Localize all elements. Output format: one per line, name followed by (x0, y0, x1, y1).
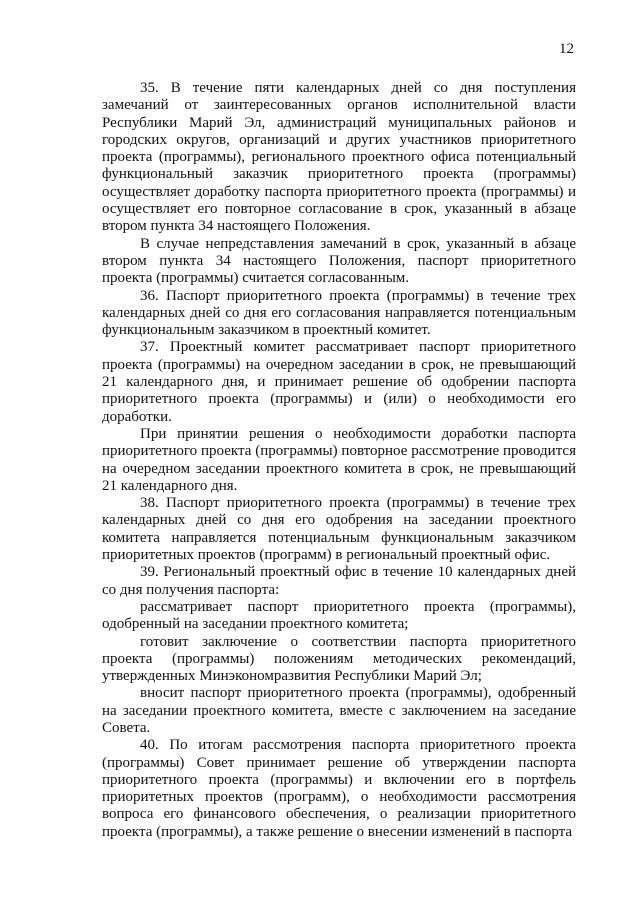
paragraph-37: 37. Проектный комитет рассматривает паспорт приоритетного проекта (программы) на очередном заседании в срок, не превышающий 21 календарного дня, и принимает решение об одобрении паспорта приоритетного проекта (программы) и (или) о необходимости его доработки. (102, 339, 576, 425)
paragraph-37-revision: При принятии решения о необходимости доработки паспорта приоритетного проекта (программы) повторное рассмотрение проводится на очередном заседании проектного комитета в срок, не превышающий 21 календарного дня. (102, 425, 576, 494)
paragraph-38: 38. Паспорт приоритетного проекта (программы) в течение трех календарных дней со дня его одобрения на заседании проектного комитета направляется потенциальным функциональным заказчиком приоритетных проектов (программ) в региональный проектный офис. (102, 495, 576, 564)
paragraph-36: 36. Паспорт приоритетного проекта (программы) в течение трех календарных дней со дня его согласования направляется потенциальным функциональным заказчиком в проектный комитет. (102, 287, 576, 339)
document-body (102, 80, 576, 841)
paragraph-40: 40. По итогам рассмотрения паспорта приоритетного проекта (программы) Совет принимает решение об утверждении паспорта приоритетного проекта (программы) и включении его в портфель приоритетных проектов (программ), о необходимости рассмотрения вопроса его финансового обеспечения, о реализации приоритетного проекта (программы), а также решение о внесении изменений в паспорта (102, 737, 576, 840)
paragraph-39: 39. Региональный проектный офис в течение 10 календарных дней со дня получения паспорта: (102, 564, 576, 598)
paragraph-39-conclusion: готовит заключение о соответствии паспорта приоритетного проекта (программы) положениям методических рекомендаций, утвержденных Минэкономразвития Республики Марий Эл; (102, 633, 576, 685)
page-number: 12 (559, 41, 574, 57)
paragraph-39-submit: вносит паспорт приоритетного проекта (программы), одобренный на заседании проектного комитета, вместе с заключением на заседание Совета. (102, 685, 576, 736)
paragraph-39-review: рассматривает паспорт приоритетного проекта (программы), одобренный на заседании проектного комитета; (102, 598, 576, 633)
paragraph-35: 35. В течение пяти календарных дней со дня поступления замечаний от заинтересованных органов исполнительной власти Республики Марий Эл, администраций муниципальных районов и городских округов, организаций и других участников приоритетного проекта (программы), регионального проектного офиса потенциальный функциональный заказчик приоритетного проекта (программы) осуществляет доработку паспорта приоритетного проекта (программы) и осуществляет его повторное согласование в срок, указанный в абзаце втором пункта 34 настоящего Положения. (102, 80, 576, 235)
paragraph-35-no-comments: В случае непредставления замечаний в срок, указанный в абзаце втором пункта 34 настоящего Положения, паспорт приоритетного проекта (программы) считается согласованным. (102, 235, 576, 287)
